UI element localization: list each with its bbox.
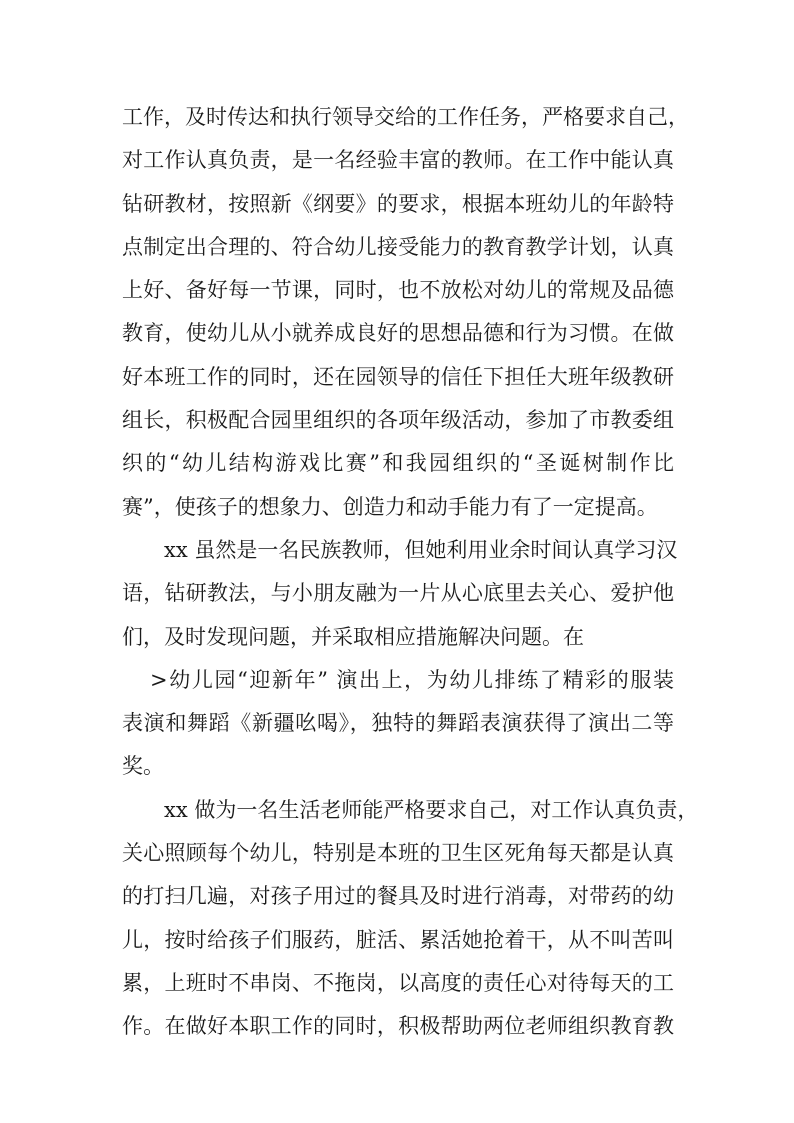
text-line: 作。在做好本职工作的同时，积极帮助两位老师组织教育教 bbox=[122, 1014, 674, 1039]
text-line: 们，及时发现问题，并采取相应措施解决问题。在 bbox=[122, 624, 584, 649]
text-line: 对工作认真负责，是一名经验丰富的教师。在工作中能认真 bbox=[122, 148, 674, 173]
text-line: 儿，按时给孩子们服药，脏活、累活她抢着干，从不叫苦叫 bbox=[122, 927, 674, 952]
paragraph-first-line: xx 虽然是一名民族教师，但她利用业余时间认真学习汉 bbox=[164, 537, 678, 562]
text-line: 组长，积极配合园里组织的各项年级活动，参加了市教委组 bbox=[122, 408, 674, 433]
text-line: 的打扫几遍，对孩子用过的餐具及时进行消毒，对带药的幼 bbox=[122, 884, 674, 909]
text-line: 关心照顾每个幼儿，特别是本班的卫生区死角每天都是认真 bbox=[122, 841, 674, 866]
text-line: 工作，及时传达和执行领导交给的工作任务，严格要求自己， bbox=[122, 105, 689, 129]
text-line: 织的“幼儿结构游戏比赛”和我园组织的“圣诞树制作比 bbox=[122, 451, 674, 476]
text-line: 语，钻研教法，与小朋友融为一片从心底里去关心、爱护他 bbox=[122, 581, 674, 606]
document-body bbox=[122, 96, 699, 1049]
text-line: 表演和舞蹈《新疆吆喝》，独特的舞蹈表演获得了演出二等 bbox=[122, 711, 674, 736]
text-line: 累，上班时不串岗、不拖岗，以高度的责任心对待每天的工 bbox=[122, 970, 674, 995]
text-line: 上好、备好每一节课，同时，也不放松对幼儿的常规及品德 bbox=[122, 278, 674, 303]
text-line: 好本班工作的同时，还在园领导的信任下担任大班年级教研 bbox=[122, 364, 674, 389]
text-line: 教育，使幼儿从小就养成良好的思想品德和行为习惯。在做 bbox=[122, 321, 674, 346]
text-line: 奖。 bbox=[122, 754, 164, 779]
text-line: 钻研教材，按照新《纲要》的要求，根据本班幼儿的年龄特 bbox=[122, 191, 674, 216]
paragraph-first-line: >幼儿园“迎新年” 演出上，为幼儿排练了精彩的服装 bbox=[150, 667, 674, 692]
text-line: 赛”，使孩子的想象力、创造力和动手能力有了一定提高。 bbox=[122, 494, 658, 519]
text-line: 点制定出合理的、符合幼儿接受能力的教育教学计划，认真 bbox=[122, 234, 674, 259]
paragraph-first-line: xx 做为一名生活老师能严格要求自己，对工作认真负责， bbox=[164, 797, 699, 822]
